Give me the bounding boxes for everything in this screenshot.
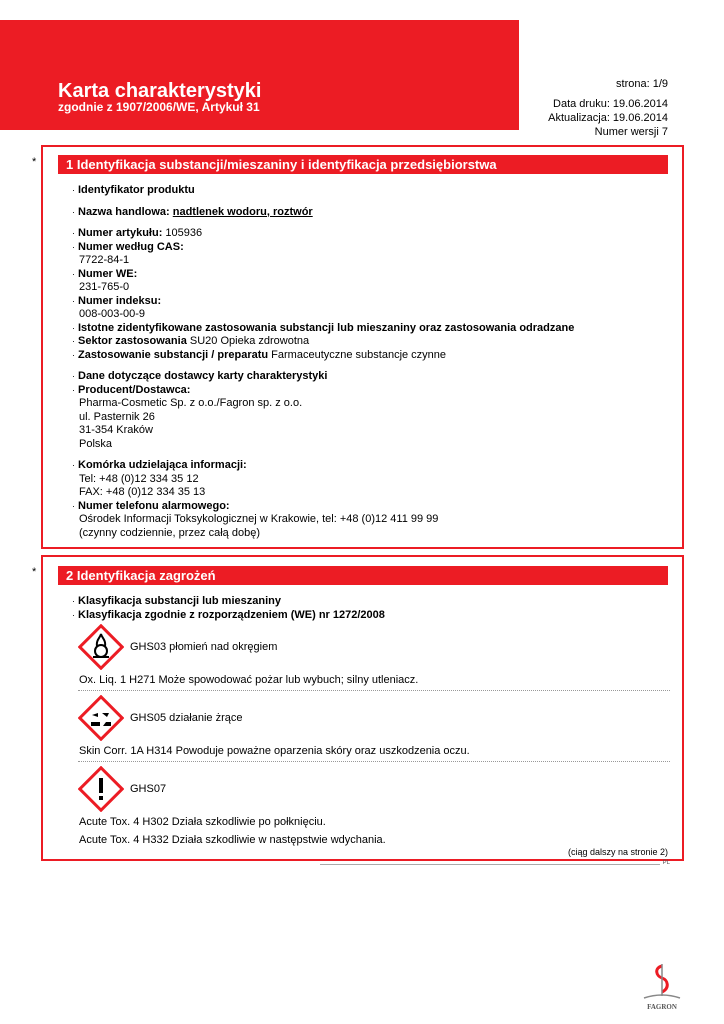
version-number: Numer wersji 7	[594, 126, 668, 138]
ghs03-row	[78, 624, 277, 670]
hazard-line: Skin Corr. 1A H314 Powoduje poważne oparzenia skóry oraz uszkodzenia oczu.	[79, 745, 470, 757]
emergency-hours: (czynny codziennie, przez całą dobę)	[79, 526, 260, 539]
info-label: Komórka udzielająca informacji:	[78, 459, 247, 471]
producer-line: Polska	[79, 437, 113, 450]
we-number: 231-765-0	[79, 281, 130, 293]
fagron-logo	[640, 962, 684, 1012]
divider	[78, 690, 670, 691]
print-date: Data druku: 19.06.2014	[553, 98, 668, 110]
logo-text: FAGRON	[647, 1003, 677, 1011]
classification-heading: Klasyfikacja substancji lub mieszaniny	[78, 595, 281, 607]
uses-heading: Istotne zidentyfikowane zastosowania substancji lub mieszaniny oraz zastosowania odradzane	[78, 321, 575, 334]
header-meta	[548, 77, 668, 139]
ghs07-row	[78, 766, 166, 812]
trade-name-label: Nazwa handlowa:	[78, 205, 170, 218]
producer-line: Pharma-Cosmetic Sp. z o.o./Fagron sp. z o.o.	[79, 397, 303, 409]
cas-label: Numer według CAS:	[78, 240, 184, 253]
article-number: 105936	[165, 227, 203, 239]
producer-label: Producent/Dostawca:	[78, 383, 191, 396]
document-subtitle: zgodnie z 1907/2006/WE, Artykuł 31	[58, 100, 260, 114]
use-label: Zastosowanie substancji / preparatu	[78, 348, 269, 361]
sector-label: Sektor zastosowania	[78, 335, 187, 347]
page-number: strona: 1/9	[616, 78, 668, 90]
exclamation-mark-icon	[78, 766, 124, 812]
emergency-line: Ośrodek Informacji Toksykologicznej w Krakowie, tel: +48 (0)12 411 99 99	[79, 513, 439, 525]
ghs03-label: GHS03 płomień nad okręgiem	[130, 641, 278, 653]
product-id-label: Identyfikator produktu	[78, 184, 195, 196]
section1-content: · Identyfikator produktu · Nazwa handlowa: nadtlenek wodoru, roztwór · Numer artykułu: 105936 · Numer według CAS: 7722-84-1 · Numer WE: 231-765-0 · Numer indeksu: 008-003-00-9 · Istotne zidentyfikowane zastosowania substancji lub mieszaniny oraz zastosowania odradzane · Sektor zastosowania SU20 Opieka zdrowotna · Zastosowanie substancji / preparatu Farmaceutyczne substancje czynne · Dane dotyczące dostawcy karty charakterystyki · Producent/Dostawca: Pharma-Cosmetic Sp. z o.o./Fagron sp. z o.o. ul. Pasternik 26 31-354 Kraków Polska · Komórka udzielająca informacji: Tel: +48 (0)12 334 35 12 FAX: +48 (0)12 334 35 13 · Numer telefonu alarmowego: Ośrodek Informacji Toksykologicznej w Krakowie, tel: +48 (0)12 411 99 99 (czynny codziennie, przez całą dobę)	[72, 184, 575, 539]
trade-name: nadtlenek wodoru, roztwór	[172, 205, 313, 218]
section2-content: · Klasyfikacja substancji lub mieszaniny · Klasyfikacja zgodnie z rozporządzeniem (WE) nr 1272/2008	[72, 595, 385, 621]
hazard-line: Acute Tox. 4 H332 Działa szkodliwie w następstwie wdychania.	[79, 834, 386, 846]
divider	[78, 761, 670, 762]
article-label: Numer artykułu:	[78, 227, 163, 239]
continued-note: (ciąg dalszy na stronie 2)	[567, 847, 668, 857]
section1-title: 1 Identyfikacja substancji/mieszaniny i identyfikacja przedsiębiorstwa	[58, 155, 668, 174]
index-label: Numer indeksu:	[78, 294, 162, 307]
language-code: PL	[662, 860, 670, 866]
index-number: 008-003-00-9	[79, 308, 146, 320]
cas-number: 7722-84-1	[79, 254, 130, 266]
ghs07-label: GHS07	[130, 783, 167, 795]
regulation-heading: Klasyfikacja zgodnie z rozporządzeniem (WE) nr 1272/2008	[78, 608, 385, 621]
emergency-label: Numer telefonu alarmowego:	[78, 499, 230, 512]
tel-line: Tel: +48 (0)12 334 35 12	[79, 472, 199, 485]
hazard-line: Ox. Liq. 1 H271 Może spowodować pożar lub wybuch; silny utleniacz.	[79, 674, 419, 686]
sector-value: SU20 Opieka zdrowotna	[189, 335, 310, 347]
producer-line: 31-354 Kraków	[79, 424, 153, 436]
producer-line: ul. Pasternik 26	[79, 410, 155, 423]
use-value: Farmaceutyczne substancje czynne	[271, 348, 447, 361]
hazard-line: Acute Tox. 4 H302 Działa szkodliwie po połknięciu.	[79, 816, 326, 828]
supplier-heading: Dane dotyczące dostawcy karty charakterystyki	[78, 370, 328, 382]
document-title: Karta charakterystyki	[58, 80, 262, 102]
section2-title: 2 Identyfikacja zagrożeń	[58, 566, 668, 585]
we-label: Numer WE:	[78, 267, 138, 280]
ghs05-label: GHS05 działanie żrące	[130, 712, 243, 724]
ghs05-row	[78, 695, 243, 741]
corrosion-icon	[78, 695, 124, 741]
flame-over-circle-icon	[78, 624, 124, 670]
fax-line: FAX: +48 (0)12 334 35 13	[79, 486, 206, 498]
section2-star: *	[32, 566, 37, 578]
footer-rule	[320, 864, 660, 865]
section1-star: *	[32, 156, 37, 168]
update-date: Aktualizacja: 19.06.2014	[548, 112, 668, 124]
